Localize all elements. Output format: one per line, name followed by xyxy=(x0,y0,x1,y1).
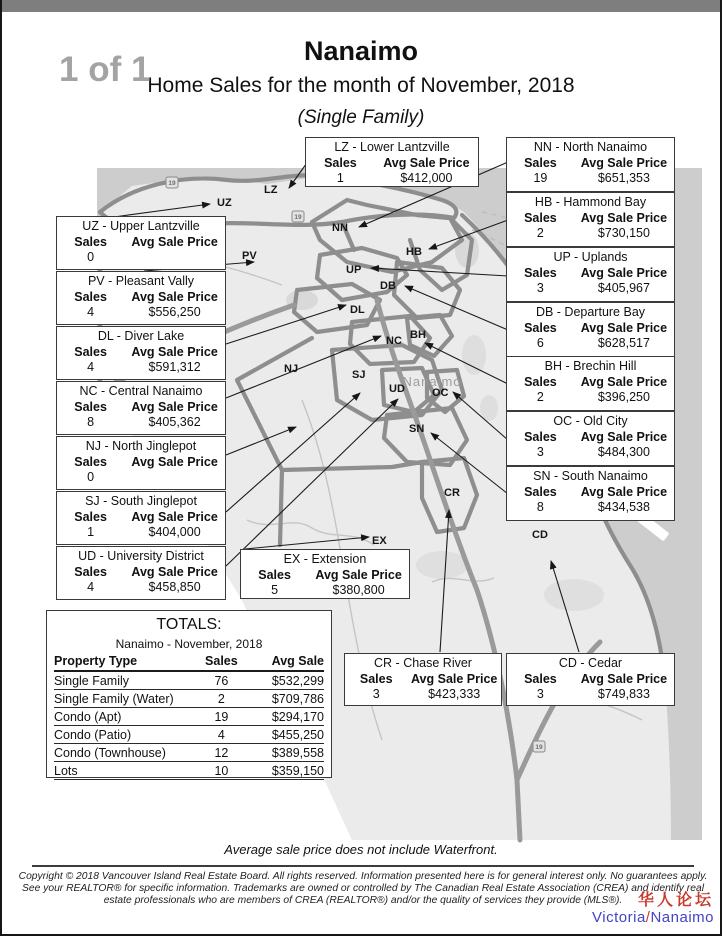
map-island xyxy=(480,395,498,421)
totals-box xyxy=(46,610,332,778)
map-label-dl: DL xyxy=(350,304,365,316)
page-indicator: 1 of 1 xyxy=(59,50,151,89)
watermark-chinese: 华人论坛 xyxy=(637,892,714,909)
region-title: BH - Brechin Hill xyxy=(544,359,637,373)
avg-value: $651,353 xyxy=(597,171,650,186)
sales-value: 4 xyxy=(87,360,95,375)
table-row: Condo (Apt) 19 $294,170 xyxy=(54,709,324,724)
region-box-cd xyxy=(506,653,675,706)
region-title: CD - Cedar xyxy=(558,656,623,670)
sales-header: Sales xyxy=(524,671,557,686)
page-subtitle: Home Sales for the month of November, 2018 xyxy=(147,74,575,97)
svg-text:19: 19 xyxy=(294,214,302,221)
avg-value: $412,000 xyxy=(400,171,453,186)
sales-value: 3 xyxy=(536,281,544,296)
sales-value: 1 xyxy=(87,525,95,540)
avg-value: $405,362 xyxy=(148,415,201,430)
sales-value: 19 xyxy=(533,171,548,186)
map-label-up: UP xyxy=(346,264,362,276)
map-label-nj: NJ xyxy=(284,363,299,375)
map-island xyxy=(462,335,486,375)
map-label-bh: BH xyxy=(410,329,426,341)
footer-divider xyxy=(32,865,694,867)
col-sales: Sales xyxy=(194,653,248,671)
svg-text:19: 19 xyxy=(168,180,176,187)
sales-value: 3 xyxy=(372,687,380,702)
region-box-ex xyxy=(240,549,410,599)
avg-value: $556,250 xyxy=(148,305,201,320)
sales-value: 2 xyxy=(536,390,544,405)
avg-header: Avg Sale Price xyxy=(131,509,218,524)
totals-title: TOTALS: xyxy=(156,616,222,633)
sales-header: Sales xyxy=(74,454,107,469)
region-box-bh xyxy=(506,356,675,411)
waterfront-note: Average sale price does not include Waterfront. xyxy=(224,842,498,857)
region-box-cr xyxy=(344,653,502,706)
avg-header: Avg Sale Price xyxy=(580,155,668,170)
avg-header: Avg Sale Price xyxy=(580,671,668,686)
table-row: Lots 10 $359,150 xyxy=(54,763,324,778)
region-box-lz xyxy=(305,137,479,187)
map-label-cr: CR xyxy=(444,487,460,499)
avg-header: Avg Sale Price xyxy=(580,374,668,389)
sales-header: Sales xyxy=(74,509,107,524)
col-avg-sale: Avg Sale xyxy=(248,653,324,671)
sales-value: 3 xyxy=(536,445,544,460)
map-label-sn: SN xyxy=(409,423,425,435)
avg-header: Avg Sale Price xyxy=(580,429,668,444)
page-title: Nanaimo xyxy=(303,36,419,66)
region-box-nj xyxy=(56,436,226,490)
map-label-lz: LZ xyxy=(264,184,278,196)
city-label-nanaimo: Nanaimo xyxy=(402,374,462,389)
watermark-english: Victoria/Nanaimo xyxy=(592,908,714,926)
sales-value: 0 xyxy=(87,250,95,265)
sales-header: Sales xyxy=(74,234,107,249)
map-label-ex: EX xyxy=(372,535,387,547)
table-row: Condo (Townhouse) 12 $389,558 xyxy=(54,745,324,760)
map-label-nc: NC xyxy=(386,335,402,347)
region-title: OC - Old City xyxy=(553,414,628,428)
avg-header: Avg Sale Price xyxy=(315,567,402,582)
map-label-ud: UD xyxy=(389,383,405,395)
copyright-line: Copyright © 2018 Vancouver Island Real Estate Board. All rights reserved. Information presented here is for general interest only. No guarantees apply. xyxy=(18,871,708,882)
avg-value: $434,538 xyxy=(597,500,650,515)
table-row: Condo (Patio) 4 $455,250 xyxy=(54,727,324,742)
site-watermark xyxy=(592,893,714,926)
sales-value: 5 xyxy=(271,583,279,598)
watermark-slash: / xyxy=(645,908,651,926)
avg-header: Avg Sale Price xyxy=(580,210,668,225)
sales-value: 4 xyxy=(87,305,95,320)
page-subtitle-family: (Single Family) xyxy=(297,107,425,128)
region-box-sn xyxy=(506,466,675,521)
sales-header: Sales xyxy=(524,374,557,389)
region-title: NC - Central Nanaimo xyxy=(79,384,203,398)
region-title: NN - North Nanaimo xyxy=(533,140,648,154)
sales-value: 0 xyxy=(87,470,95,485)
sales-header: Sales xyxy=(359,671,393,686)
region-title: UD - University District xyxy=(78,549,204,563)
avg-value: $730,150 xyxy=(597,226,650,241)
region-title: DL - Diver Lake xyxy=(97,329,185,343)
sales-header: Sales xyxy=(524,210,557,225)
region-title: PV - Pleasant Vally xyxy=(87,274,195,288)
map-label-pv: PV xyxy=(242,250,257,262)
region-box-ud xyxy=(56,546,226,600)
region-title: NJ - North Jinglepot xyxy=(85,439,197,453)
avg-value xyxy=(124,470,225,486)
sales-header: Sales xyxy=(324,155,357,170)
region-box-dl xyxy=(56,326,226,380)
sales-header: Sales xyxy=(524,155,557,170)
map-label-sj: SJ xyxy=(352,369,366,381)
sales-header: Sales xyxy=(524,265,557,280)
totals-header-row xyxy=(54,653,324,671)
avg-header: Avg Sale Price xyxy=(410,671,498,686)
avg-header: Avg Sale Price xyxy=(131,234,218,249)
sales-header: Sales xyxy=(74,344,107,359)
avg-header: Avg Sale Price xyxy=(580,265,668,280)
avg-header: Avg Sale Price xyxy=(383,155,470,170)
totals-subtitle: Nanaimo - November, 2018 xyxy=(115,637,263,651)
region-title: LZ - Lower Lantzville xyxy=(334,140,450,154)
avg-value: $458,850 xyxy=(148,580,201,595)
region-box-uz xyxy=(56,216,226,270)
avg-header: Avg Sale Price xyxy=(131,344,218,359)
totals-table xyxy=(54,653,324,780)
region-box-hb xyxy=(506,192,675,247)
map-park-patch xyxy=(544,579,604,611)
region-title: CR - Chase River xyxy=(374,656,472,670)
region-title: DB - Departure Bay xyxy=(535,305,646,319)
avg-value: $423,333 xyxy=(428,687,481,702)
sales-value: 8 xyxy=(536,500,544,515)
sales-value: 6 xyxy=(536,336,544,351)
table-row: Single Family (Water) 2 $709,786 xyxy=(54,691,324,706)
region-box-pv xyxy=(56,271,226,325)
map-label-db: DB xyxy=(380,280,396,292)
region-box-oc xyxy=(506,411,675,466)
map-label-oc: OC xyxy=(432,387,449,399)
map-park-patch xyxy=(416,551,468,579)
avg-header: Avg Sale Price xyxy=(580,320,668,335)
sales-value: 1 xyxy=(336,171,344,186)
col-property-type: Property Type xyxy=(54,653,194,671)
sales-value: 4 xyxy=(87,580,95,595)
map-label-cd: CD xyxy=(532,529,548,541)
sales-value: 3 xyxy=(536,687,544,702)
avg-value: $591,312 xyxy=(148,360,201,375)
avg-value xyxy=(124,250,225,266)
map-label-uz: UZ xyxy=(217,197,232,209)
avg-value: $484,300 xyxy=(597,445,650,460)
sales-value: 8 xyxy=(87,415,95,430)
map-label-hb: HB xyxy=(406,246,422,258)
region-title: EX - Extension xyxy=(283,552,367,566)
avg-value: $404,000 xyxy=(148,525,201,540)
sales-header: Sales xyxy=(74,564,107,579)
viewer-top-bar xyxy=(2,0,720,12)
region-box-sj xyxy=(56,491,226,545)
sales-header: Sales xyxy=(524,320,557,335)
avg-value: $380,800 xyxy=(332,583,385,598)
sales-header: Sales xyxy=(74,399,107,414)
sales-header: Sales xyxy=(74,289,107,304)
sales-value: 2 xyxy=(536,226,544,241)
region-box-db xyxy=(506,302,675,357)
region-title: UP - Uplands xyxy=(553,250,628,264)
sales-header: Sales xyxy=(524,484,557,499)
svg-text:19: 19 xyxy=(535,744,543,751)
avg-header: Avg Sale Price xyxy=(131,289,218,304)
copyright-line: See your REALTOR® for specific information. Trademarks are owned or controlled by The Canadian Real Estate Association (CREA) and identify real xyxy=(22,883,704,895)
region-title: SN - South Nanaimo xyxy=(533,469,648,483)
avg-value: $628,517 xyxy=(597,336,650,351)
avg-value: $405,967 xyxy=(597,281,650,296)
avg-header: Avg Sale Price xyxy=(131,564,218,579)
region-title: SJ - South Jinglepot xyxy=(85,494,197,508)
avg-value: $749,833 xyxy=(597,687,650,702)
region-box-nn xyxy=(506,137,675,192)
avg-header: Avg Sale Price xyxy=(131,399,218,414)
avg-value: $396,250 xyxy=(597,390,650,405)
avg-header: Avg Sale Price xyxy=(580,484,668,499)
region-title: UZ - Upper Lantzville xyxy=(82,219,200,233)
table-row: Single Family 76 $532,299 xyxy=(54,671,324,690)
copyright-line: estate professionals who are members of CREA (REALTOR®) and/or the quality of services they provide (MLS®). xyxy=(103,895,623,907)
map-label-nn: NN xyxy=(332,222,348,234)
avg-header: Avg Sale Price xyxy=(131,454,218,469)
region-title: HB - Hammond Bay xyxy=(534,195,647,209)
region-box-nc xyxy=(56,381,226,435)
region-box-up xyxy=(506,247,675,302)
sales-header: Sales xyxy=(258,567,291,582)
sales-header: Sales xyxy=(524,429,557,444)
